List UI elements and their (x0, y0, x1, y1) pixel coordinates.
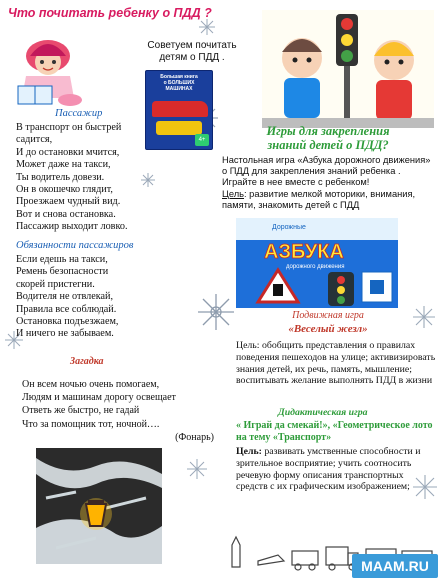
outdoor-game-name: «Веселый жезл» (288, 323, 368, 335)
didactic-goal (236, 446, 436, 493)
book-title-line: Большая книга (160, 74, 198, 80)
riddle-line: Что за помощник тот, ночной…. (22, 418, 160, 430)
duties-line: скорей пристегни. (16, 278, 95, 290)
poem-line: Ты водитель довези. (16, 171, 105, 183)
didactic-goal-text: развивать умственные способности и зрительное восприятие; учить соотносить речевую форму описания транспортных средств с их графическим изображением; (236, 446, 421, 493)
girl-reading-illustration (8, 28, 86, 110)
street-lantern-photo (36, 448, 162, 564)
poem-line: Вот и снова остановка. (16, 208, 116, 220)
kids-traffic-light-illustration (262, 10, 434, 128)
riddle-line: Людям и машинам дорогу освещает (22, 392, 176, 404)
azbuka-subtitle: дорожного движения (286, 264, 345, 270)
snowflake-icon (412, 305, 436, 329)
poem-line: Проезжаем чудный вид. (16, 196, 121, 208)
duties-line: Водителя не отвлекай, (16, 291, 114, 303)
games-title (222, 124, 434, 152)
age-badge: 4+ (195, 134, 209, 146)
recommend-line: Советуем почитать (147, 40, 237, 51)
azbuka-brand: Дорожные (272, 224, 306, 231)
snowflake-icon (186, 458, 208, 480)
recommend-line: детям о ПДД . (159, 52, 225, 63)
outdoor-game-title: Подвижная игра (292, 310, 364, 321)
book-title-line: о БОЛЬШИХ (163, 80, 195, 86)
page-title: Что почитать ребенку о ПДД ? (8, 6, 212, 20)
recommend-text (132, 40, 252, 64)
poem-line: В транспорт он быстрей (16, 122, 122, 133)
riddle-answer: (Фонарь) (175, 431, 214, 443)
azbuka-board-game-image (236, 218, 398, 308)
book-title-line: МАШИНАХ (165, 86, 193, 92)
maam-watermark: MAAM.RU (352, 554, 438, 578)
duties-line: Если едешь на такси, (16, 254, 108, 265)
outdoor-game-text: Цель: обобщить представления о правилах поведения пешеходов на улице; активизировать знания детей, их речь, память, мышление; воспитывать желание выполнять ПДД в жизни (236, 340, 436, 387)
riddle-title: Загадка (70, 356, 104, 367)
duties-line: Правила все соблюдай. (16, 303, 117, 315)
snowflake-icon (198, 18, 216, 36)
poem-text (16, 122, 196, 234)
duties-line: Остановка подъезжаем, (16, 316, 119, 328)
games-title-line: знаний детей о ПДД? (267, 138, 389, 152)
poem-line: садится, (16, 134, 53, 146)
riddle-line: Ответь же быстро, не гадай (22, 405, 140, 417)
duties-text (16, 254, 196, 341)
book-cover-title (150, 74, 208, 92)
poem-line: Пассажир выходит ловко. (16, 221, 128, 233)
poem-line: И до остановки мчится, (16, 146, 120, 158)
riddle-line: Он всем ночью очень помогаем, (22, 379, 160, 390)
riddle-text (22, 378, 232, 444)
azbuka-title: АЗБУКА (264, 241, 344, 263)
duties-title: Обязанности пассажиров (16, 240, 134, 251)
truck-shape (152, 101, 208, 117)
duties-line: И ничего не забываем. (16, 328, 114, 340)
board-game-description (222, 155, 434, 211)
goal-label: Цель (222, 188, 245, 199)
board-game-text: Настольная игра «Азбука дорожного движения» о ПДД для закрепления знаний ребенка . Играйте в нее вместе с ребенком! (222, 155, 431, 188)
snowflake-icon (196, 292, 236, 332)
goal-text: : развитие мелкой моторики, внимания, памяти, знакомить детей с ПДД (222, 188, 416, 210)
didactic-games-list: « Играй да смекай!», «Геометрическое лото на тему «Транспорт» (236, 420, 433, 443)
poem-line: Он в окошечко глядит, (16, 184, 113, 196)
didactic-game-title: Дидактическая игра (278, 407, 368, 418)
poem-title: Пассажир (55, 108, 103, 119)
games-title-line: Игры для закрепления (266, 124, 390, 138)
didactic-goal-label: Цель: (236, 446, 262, 457)
duties-line: Ремень безопасности (16, 266, 109, 278)
poem-line: Может даже на такси, (16, 159, 111, 171)
